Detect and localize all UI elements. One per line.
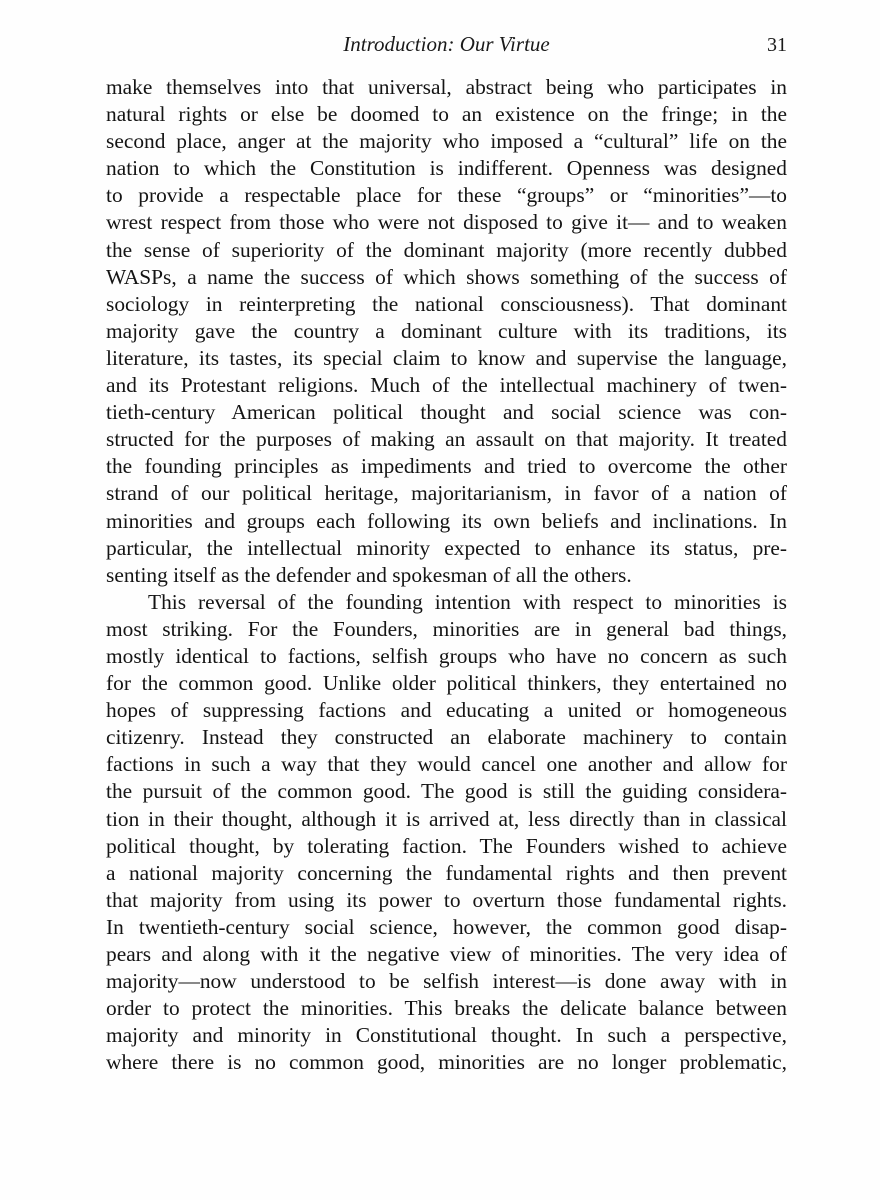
text-line: where there is no common good, minorities are no longer problematic, — [106, 1050, 787, 1075]
text-line: hopes of suppressing factions and educating a united or homogeneous — [106, 698, 787, 723]
text-line: order to protect the minorities. This breaks the delicate balance between — [106, 996, 787, 1021]
text-line: mostly identical to factions, selfish groups who have no concern as such — [106, 643, 787, 668]
text-line: majority gave the country a dominant culture with its traditions, its — [106, 318, 787, 343]
text-line: for the common good. Unlike older political thinkers, they entertained no — [106, 671, 787, 696]
text-line: majority—now understood to be selfish interest—is done away with in — [106, 969, 787, 994]
running-title: Introduction: Our Virtue — [343, 32, 550, 56]
text-line: particular, the intellectual minority expected to enhance its status, pre- — [106, 535, 787, 560]
text-line: wrest respect from those who were not disposed to give it— and to weaken — [106, 210, 787, 235]
text-line: tion in their thought, although it is arrived at, less directly than in classical — [106, 806, 787, 831]
text-line: strand of our political heritage, majoritarianism, in favor of a nation of — [106, 481, 787, 506]
text-line: sociology in reinterpreting the national consciousness). That dominant — [106, 291, 787, 316]
text-line: political thought, by tolerating faction. The Founders wished to achieve — [106, 833, 787, 858]
text-line: literature, its tastes, its special claim to know and supervise the language, — [106, 345, 787, 370]
paragraph-1 — [106, 74, 787, 589]
text-line: factions in such a way that they would cancel one another and allow for — [106, 752, 787, 777]
text-line: second place, anger at the majority who imposed a “cultural” life on the — [106, 129, 787, 154]
text-line: to provide a respectable place for these “groups” or “minorities”—to — [106, 183, 787, 208]
body-text — [106, 74, 787, 1076]
text-line: senting itself as the defender and spokesman of all the others. — [106, 562, 632, 587]
text-line: majority and minority in Constitutional thought. In such a perspective, — [106, 1023, 787, 1048]
text-line: and its Protestant religions. Much of the intellectual machinery of twen- — [106, 373, 787, 398]
paragraph-2 — [106, 589, 787, 1077]
text-line: the founding principles as impediments and tried to overcome the other — [106, 454, 787, 479]
text-line: structed for the purposes of making an assault on that majority. It treated — [106, 427, 787, 452]
page-number: 31 — [767, 34, 787, 56]
text-line: pears and along with it the negative view of minorities. The very idea of — [106, 942, 787, 966]
text-line: the sense of superiority of the dominant majority (more recently dubbed — [106, 237, 787, 262]
text-line: In twentieth-century social science, however, the common good disap- — [106, 914, 787, 939]
text-line: WASPs, a name the success of which shows something of the success of — [106, 264, 787, 289]
text-line: This reversal of the founding intention with respect to minorities is — [148, 589, 787, 614]
text-line: a national majority concerning the fundamental rights and then prevent — [106, 860, 787, 885]
text-line: the pursuit of the common good. The good is still the guiding considera- — [106, 779, 787, 804]
text-line: make themselves into that universal, abstract being who participates in — [106, 75, 787, 99]
text-line: citizenry. Instead they constructed an elaborate machinery to contain — [106, 725, 787, 750]
running-head — [106, 30, 787, 60]
text-line: that majority from using its power to overturn those fundamental rights. — [106, 887, 787, 912]
text-line: most striking. For the Founders, minorities are in general bad things, — [106, 616, 787, 641]
text-line: natural rights or else be doomed to an existence on the fringe; in the — [106, 102, 787, 127]
text-line: tieth-century American political thought and social science was con- — [106, 400, 787, 425]
text-line: nation to which the Constitution is indifferent. Openness was designed — [106, 156, 787, 181]
text-line: minorities and groups each following its own beliefs and inclinations. In — [106, 508, 787, 533]
